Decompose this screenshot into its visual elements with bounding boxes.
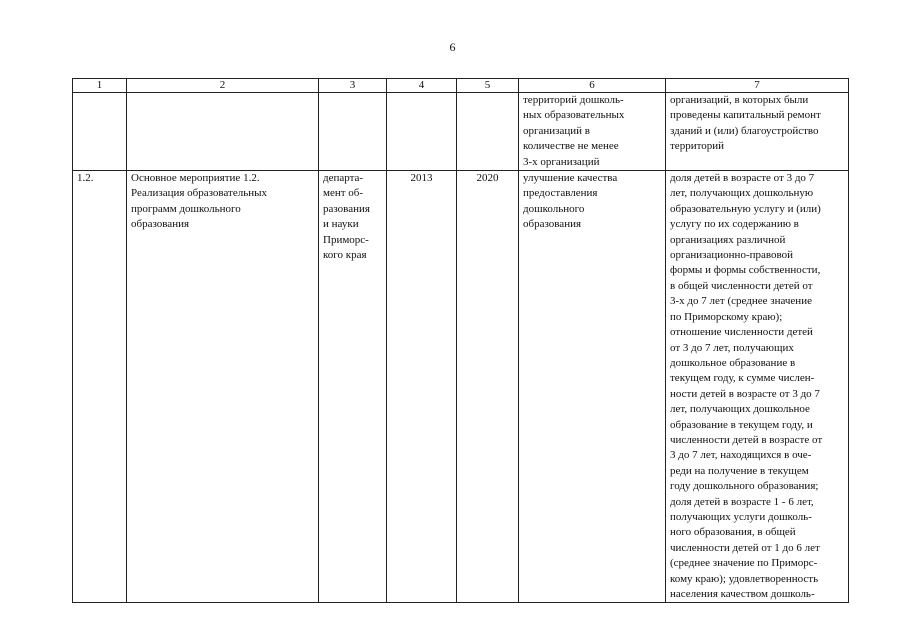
header-row	[73, 79, 849, 93]
activity-result: улучшение качества предоставления дошкольного образования	[519, 171, 666, 603]
activity-executor: департа- мент об- разования и науки Приморс- кого края	[319, 171, 387, 603]
continuation-indicator-cell: организаций, в которых были проведены капитальный ремонт зданий и (или) благоустройство территорий	[666, 93, 849, 171]
activity-indicators: доля детей в возрасте от 3 до 7 лет, получающих дошкольную образовательную услугу и (или) услугу по их содержанию в организациях различной организационно-правовой формы и формы собственности, в общей численности детей от 3-х до 7 лет (среднее значение по Приморскому краю); отношение численности детей от 3 до 7 лет, получающих дошкольное образование в текущем году, к сумме числен- ности детей в возрасте от 3 до 7 лет, получающих дошкольное образование в текущем году, и численности детей в возрасте от 3 до 7 лет, находящихся в оче- реди на получение в текущем году дошкольного образования; доля детей в возрасте 1 - 6 лет, получающих услуги дошколь- ного образования, в общей численности детей от 1 до 6 лет (среднее значение по Приморс- кому краю); удовлетворенность населения качеством дошколь-	[666, 171, 849, 603]
header-col-3: 3	[319, 79, 387, 93]
header-col-7: 7	[666, 79, 849, 93]
continuation-col-1	[73, 93, 127, 171]
continuation-col-5	[457, 93, 519, 171]
header-col-4: 4	[387, 79, 457, 93]
activity-title: Основное мероприятие 1.2. Реализация образовательных программ дошкольного образования	[127, 171, 319, 603]
header-col-5: 5	[457, 79, 519, 93]
program-table	[72, 78, 849, 603]
page-number: 6	[449, 40, 456, 54]
activity-end-year: 2020	[457, 171, 519, 603]
continuation-result-cell: территорий дошколь- ных образовательных организаций в количестве не менее 3-х организаций	[519, 93, 666, 171]
activity-number: 1.2.	[73, 171, 127, 603]
continuation-col-2	[127, 93, 319, 171]
continuation-col-3	[319, 93, 387, 171]
header-col-1: 1	[73, 79, 127, 93]
activity-row-1-2	[73, 171, 849, 603]
header-col-6: 6	[519, 79, 666, 93]
continuation-row	[73, 93, 849, 171]
activity-start-year: 2013	[387, 171, 457, 603]
continuation-col-4	[387, 93, 457, 171]
header-col-2: 2	[127, 79, 319, 93]
